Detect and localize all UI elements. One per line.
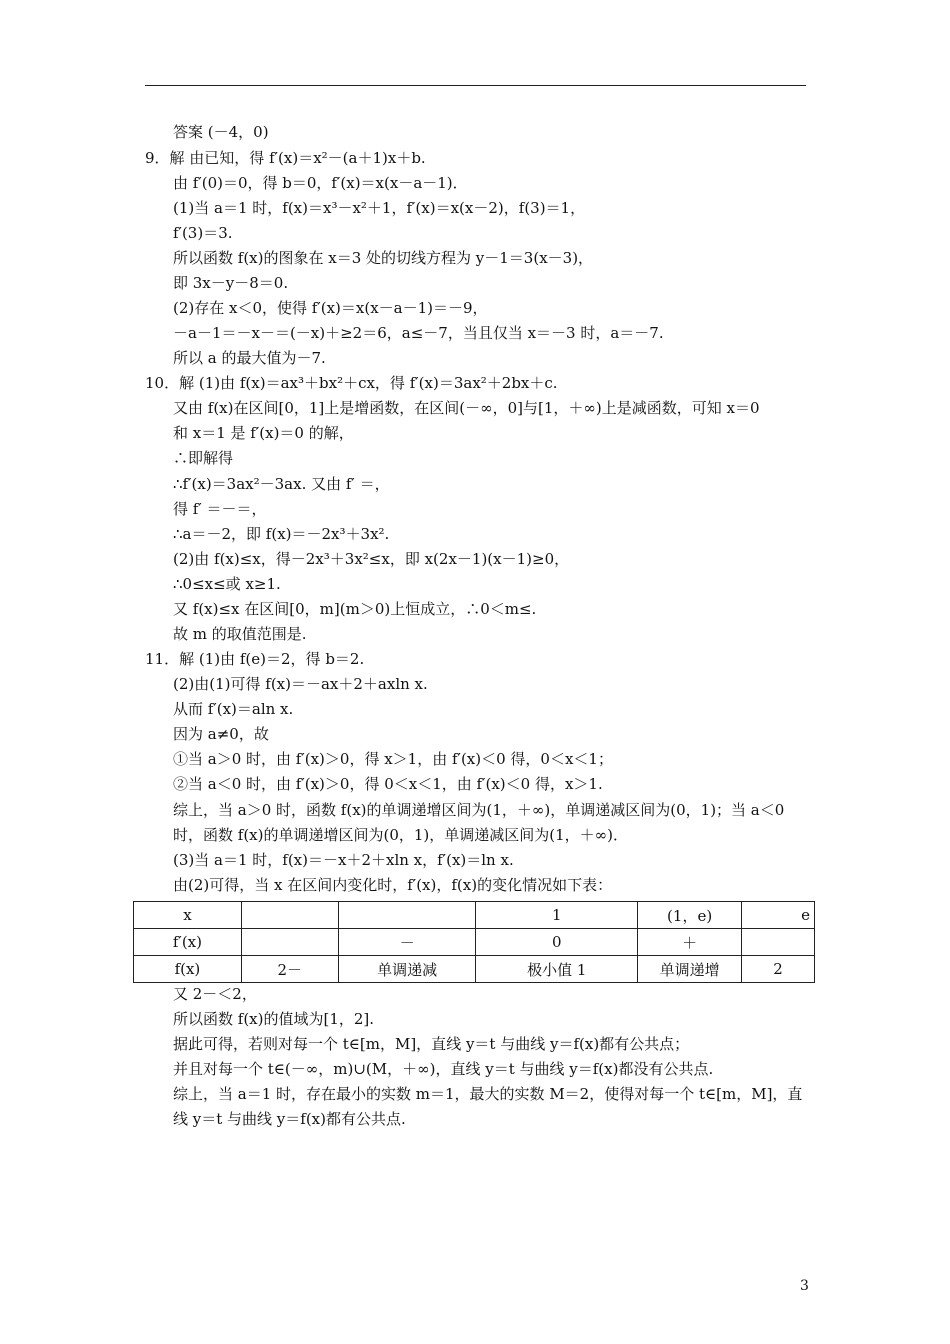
text-line: 所以函数 f(x)的值域为[1，2]. <box>173 1010 375 1028</box>
text-line: 因为 a≠0，故 <box>173 725 269 743</box>
text-line: ∴f′(x)＝3ax²－3ax. 又由 f′ ＝， <box>173 475 390 493</box>
table-row <box>134 929 815 956</box>
table-cell: x <box>134 902 242 929</box>
text-line: 所以函数 f(x)的图象在 x＝3 处的切线方程为 y－1＝3(x－3)， <box>173 249 594 267</box>
text-line: (2)存在 x＜0，使得 f′(x)＝x(x－a－1)＝－9， <box>173 299 488 317</box>
text-line: 故 m 的取值范围是. <box>173 625 307 643</box>
text-line: 由(2)可得，当 x 在区间内变化时，f′(x)，f(x)的变化情况如下表： <box>173 876 613 894</box>
text-line: 由 f′(0)＝0，得 b＝0，f′(x)＝x(x－a－1)． <box>173 174 468 192</box>
table-cell: 2－ <box>241 956 338 983</box>
table-cell <box>742 929 815 956</box>
text-line: 得 f′ ＝－＝， <box>173 500 267 518</box>
text-line: 又 f(x)≤x 在区间[0，m](m＞0)上恒成立，∴0＜m≤. <box>173 600 537 618</box>
table-row <box>134 956 815 983</box>
text-line: 并且对每一个 t∈(－∞，m)∪(M，＋∞)，直线 y＝t 与曲线 y＝f(x)都没有公共点. <box>173 1060 714 1078</box>
text-line: ∴a＝－2，即 f(x)＝－2x³＋3x². <box>173 525 390 543</box>
table-cell: 单调递减 <box>338 956 476 983</box>
header-rule <box>145 85 806 86</box>
text-line: 所以 a 的最大值为－7. <box>173 349 326 367</box>
table-row <box>134 902 815 929</box>
text-line: f′(3)＝3. <box>173 224 233 242</box>
problem-9-heading: 9．解 由已知，得 f′(x)＝x²－(a＋1)x＋b. <box>145 149 426 167</box>
text-line: 答案 (－4，0) <box>173 123 269 141</box>
text-line: (2)由 f(x)≤x，得－2x³＋3x²≤x，即 x(2x－1)(x－1)≥0， <box>173 550 570 568</box>
text-line: 即 3x－y－8＝0. <box>173 274 289 292</box>
table-cell: － <box>338 929 476 956</box>
text-line: (3)当 a＝1 时，f(x)＝－x＋2＋xln x，f′(x)＝ln x. <box>173 851 514 869</box>
table-cell: 极小值 1 <box>476 956 638 983</box>
text-line: 综上，当 a＞0 时，函数 f(x)的单调递增区间为(1，＋∞)，单调递减区间为(0，1)；当 a＜0 <box>173 801 785 819</box>
table-cell: e <box>742 902 815 929</box>
text-line: 据此可得，若则对每一个 t∈[m，M]，直线 y＝t 与曲线 y＝f(x)都有公共点； <box>173 1035 690 1053</box>
text-line: －a－1＝－x－＝(－x)＋≥2＝6，a≤－7，当且仅当 x＝－3 时，a＝－7. <box>173 324 664 342</box>
text-line: ∴即解得 <box>173 449 234 467</box>
text-line: 综上，当 a＝1 时，存在最小的实数 m＝1，最大的实数 M＝2，使得对每一个 t∈[m，M]，直 <box>173 1085 803 1103</box>
variation-table <box>133 901 815 983</box>
text-line: ②当 a＜0 时，由 f′(x)＞0，得 0＜x＜1，由 f′(x)＜0 得，x＞1. <box>173 775 603 793</box>
page-number: 3 <box>800 1278 809 1294</box>
text-line: 又 2－＜2， <box>173 985 257 1003</box>
table-cell: 0 <box>476 929 638 956</box>
table-cell <box>241 929 338 956</box>
table-cell: 1 <box>476 902 638 929</box>
problem-10-heading: 10．解 (1)由 f(x)＝ax³＋bx²＋cx，得 f′(x)＝3ax²＋2bx＋c. <box>145 374 558 392</box>
problem-11-heading: 11．解 (1)由 f(e)＝2，得 b＝2. <box>145 650 365 668</box>
table-cell: f(x) <box>134 956 242 983</box>
table-cell: 单调递增 <box>638 956 742 983</box>
text-line: 时，函数 f(x)的单调递增区间为(0，1)，单调递减区间为(1，＋∞)． <box>173 826 629 844</box>
text-line: (2)由(1)可得 f(x)＝－ax＋2＋axln x. <box>173 675 428 693</box>
text-line: ∴0≤x≤或 x≥1. <box>173 575 281 593</box>
text-line: 和 x＝1 是 f′(x)＝0 的解， <box>173 424 354 442</box>
text-line: 又由 f(x)在区间[0，1]上是增函数，在区间(－∞，0]与[1，＋∞)上是减函数，可知 x＝0 <box>173 399 760 417</box>
text-line: 线 y＝t 与曲线 y＝f(x)都有公共点. <box>173 1110 406 1128</box>
table-cell <box>241 902 338 929</box>
text-line: ①当 a＞0 时，由 f′(x)＞0，得 x＞1，由 f′(x)＜0 得，0＜x＜1； <box>173 750 613 768</box>
text-line: (1)当 a＝1 时，f(x)＝x³－x²＋1，f′(x)＝x(x－2)，f(3)＝1， <box>173 199 586 217</box>
table-cell: (1，e) <box>638 902 742 929</box>
table-cell: 2 <box>742 956 815 983</box>
table-cell <box>338 902 476 929</box>
table-cell: f′(x) <box>134 929 242 956</box>
table-cell: ＋ <box>638 929 742 956</box>
text-line: 从而 f′(x)＝aln x. <box>173 700 294 718</box>
